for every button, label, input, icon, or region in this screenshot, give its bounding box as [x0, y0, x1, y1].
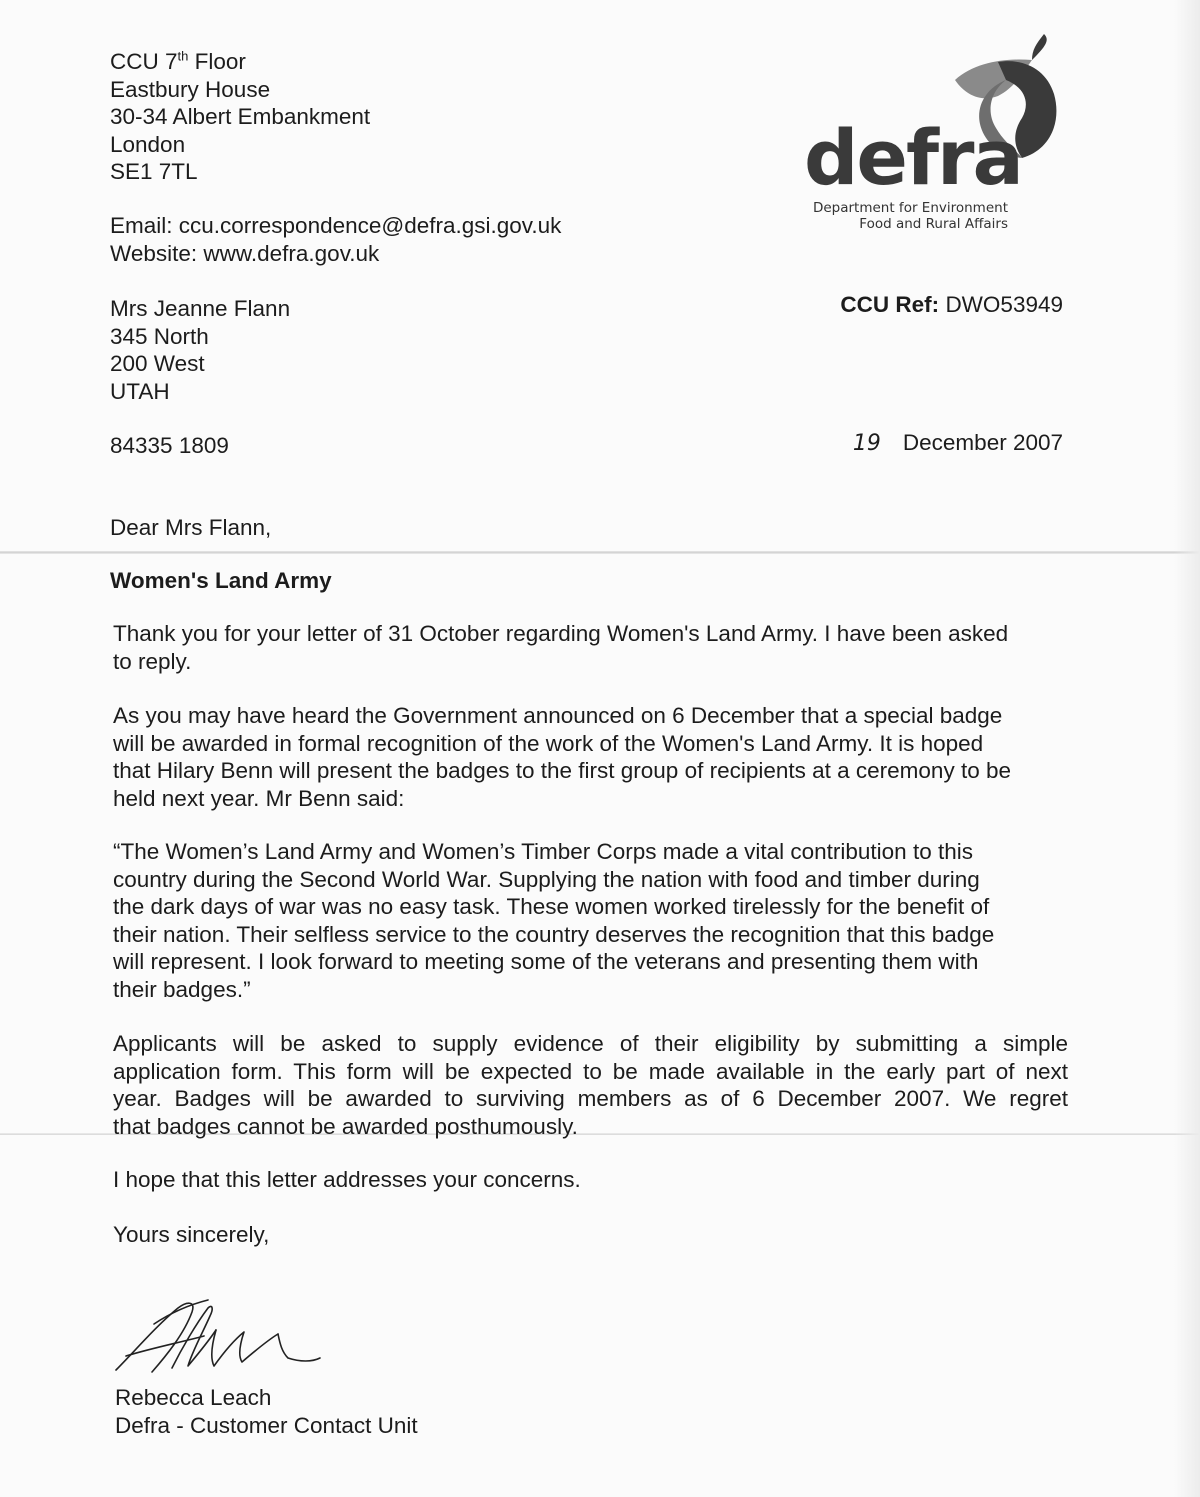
signature-icon	[112, 1296, 322, 1386]
sender-email: Email: ccu.correspondence@defra.gsi.gov.uk	[110, 213, 562, 238]
recipient-name: Mrs Jeanne Flann	[110, 296, 291, 321]
closing: Yours sincerely,	[113, 1222, 270, 1247]
reference-value: DWO53949	[945, 292, 1063, 317]
paper-fold-line	[0, 551, 1200, 554]
sender-postcode: SE1 7TL	[110, 159, 198, 184]
sender-contact	[110, 212, 561, 267]
subject-heading: Women's Land Army	[110, 568, 332, 593]
recipient-address-line: 200 West	[110, 351, 205, 376]
sender-website: Website: www.defra.gov.uk	[110, 240, 380, 266]
sender-address-line: Eastbury House	[110, 76, 271, 102]
quote-paragraph: “The Women’s Land Army and Women’s Timber Corps made a vital contribution to this country during the Second World War. Supplying the nation with food and timber during the dark days of war was no easy task. These women worked tirelessly for the benefit of their nation. Their selfless service to the country deserves the recognition that this badge will represent. I look forward to meeting some of the veterans and presenting them with their badges.”	[113, 839, 995, 1002]
defra-wordmark: defra	[804, 113, 1022, 202]
sender-address	[110, 48, 370, 186]
signer-block	[115, 1384, 418, 1439]
paper-edge-shadow	[1174, 0, 1200, 1497]
paragraph: I hope that this letter addresses your concerns.	[113, 1167, 581, 1192]
signer-name: Rebecca Leach	[115, 1385, 272, 1410]
letter-date	[853, 429, 1063, 458]
sender-address-line: CCU 7th Floor	[110, 48, 246, 74]
handwritten-day: 19	[852, 431, 881, 456]
paragraph: Applicants will be asked to supply evidence of their eligibility by submitting a simple application form. This form will be expected to be made available in the early part of next year. Badges will be awarded to surviving members as of 6 December 2007. We regret that badges cannot be awarded posthumously.	[113, 1031, 1068, 1139]
date-month-year: December 2007	[902, 430, 1063, 455]
recipient-zip: 84335 1809	[110, 433, 229, 458]
recipient-address-line: UTAH	[110, 378, 170, 404]
paragraph: As you may have heard the Government announced on 6 December that a special badge will be awarded in formal recognition of the work of the Women's Land Army. It is hoped that Hilary Benn will present the badges to the first group of recipients at a ceremony to be held next year. Mr Benn said:	[113, 703, 1011, 811]
sender-address-line: 30-34 Albert Embankment	[110, 104, 371, 129]
defra-subtitle: Department for Environment Food and Rural Affairs	[812, 200, 1008, 232]
ccu-reference	[840, 291, 1063, 319]
recipient-address	[110, 295, 290, 405]
sender-address-line: London	[110, 131, 186, 157]
paragraph: Thank you for your letter of 31 October regarding Women's Land Army. I have been asked to reply.	[113, 621, 1009, 674]
salutation: Dear Mrs Flann,	[110, 515, 272, 540]
recipient-address-line: 345 North	[110, 323, 209, 349]
signer-unit: Defra - Customer Contact Unit	[115, 1412, 418, 1438]
reference-label: CCU Ref:	[840, 292, 940, 317]
